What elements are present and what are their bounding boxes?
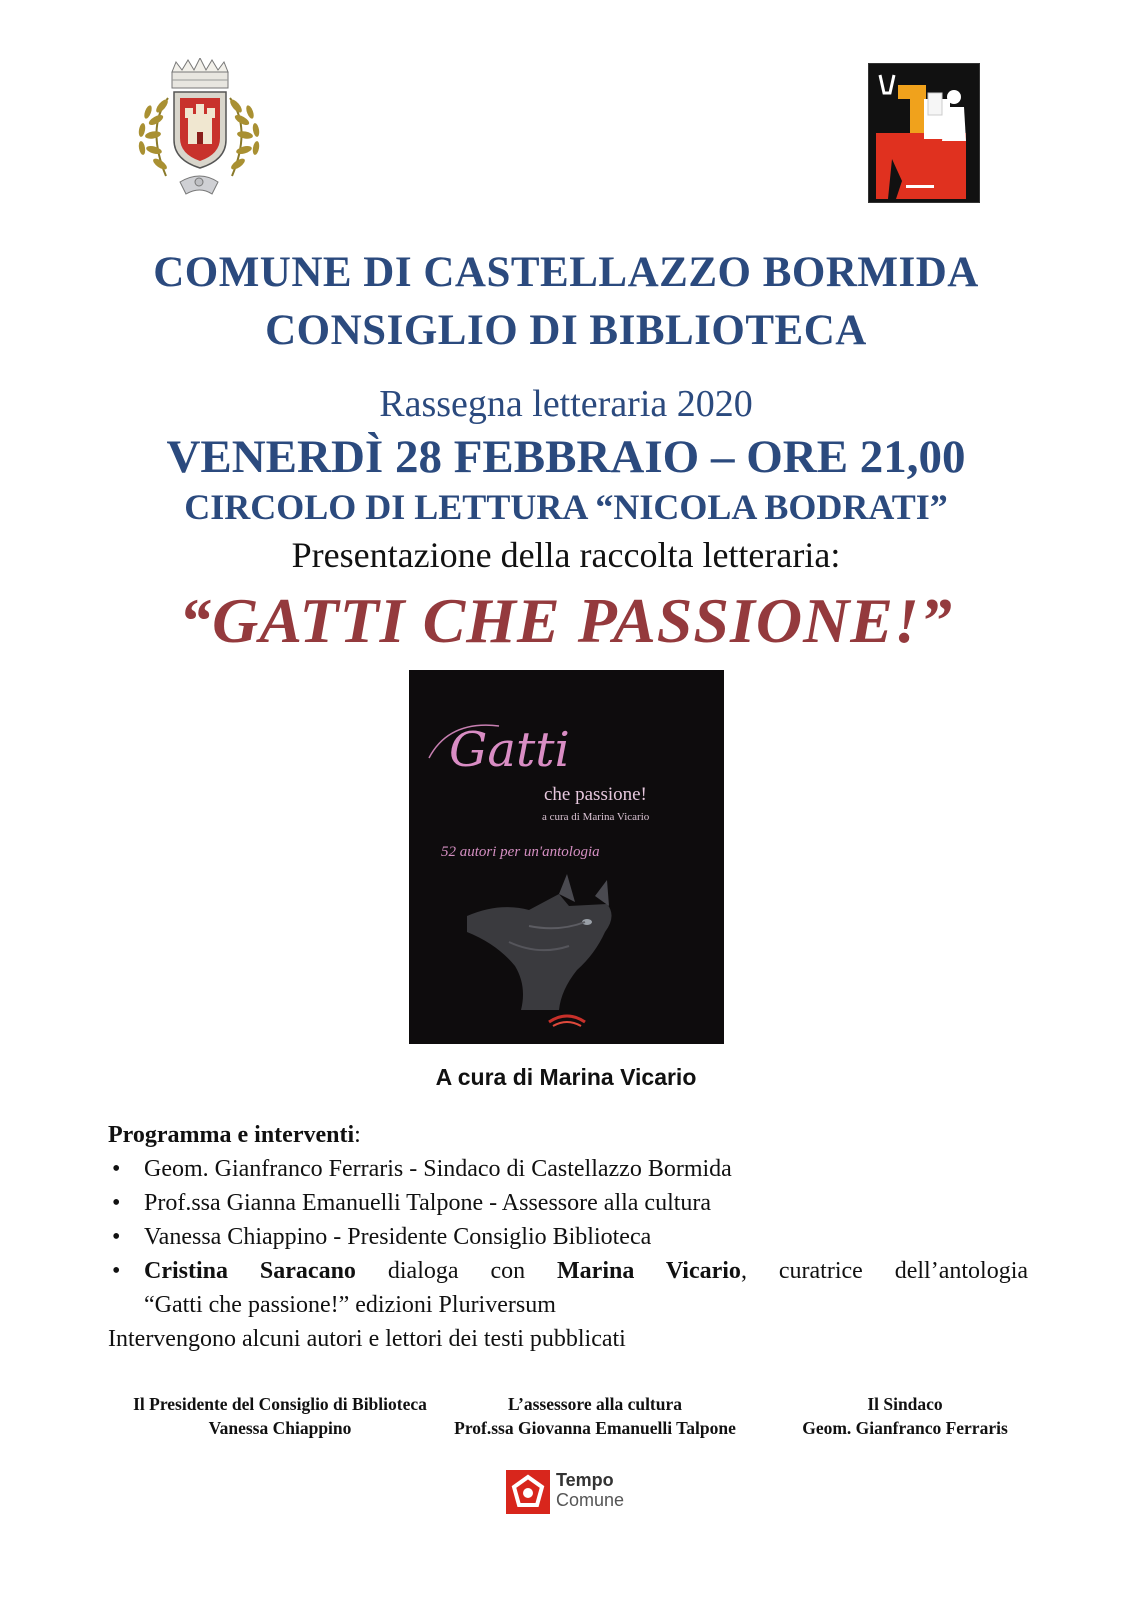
signature-name: Vanessa Chiappino	[208, 1418, 352, 1438]
organization-title: COMUNE DI CASTELLAZZO BORMIDA	[153, 249, 979, 296]
signature-role: L’assessore alla cultura	[507, 1394, 683, 1414]
book-title: “GATTI CHE PASSIONE!”	[179, 585, 953, 656]
speaker-text: Geom. Gianfranco Ferraris - Sindaco di Castellazzo Bormida	[144, 1156, 732, 1182]
closing-line: Intervengono alcuni autori e lettori dei testi pubblicati	[108, 1326, 626, 1352]
logo-word-1: Tempo	[556, 1470, 614, 1490]
signature-role: Il Sindaco	[867, 1394, 943, 1414]
dialogue-connector: dialoga con	[355, 1258, 558, 1284]
signature-name: Prof.ssa Giovanna Emanuelli Talpone	[454, 1418, 736, 1438]
reading-figure-logo-icon	[868, 63, 980, 203]
signature-assessor	[430, 1392, 760, 1440]
speaker-list	[108, 1152, 1028, 1322]
series-title: Rassegna letteraria 2020	[379, 383, 753, 425]
council-title: CONSIGLIO DI BIBLIOTECA	[265, 307, 867, 354]
list-item: • Geom. Gianfranco Ferraris - Sindaco di Castellazzo Bormida	[112, 1156, 732, 1182]
speaker-text: Vanessa Chiappino - Presidente Consiglio Biblioteca	[144, 1224, 652, 1250]
list-item: • Vanessa Chiappino - Presidente Consiglio Biblioteca	[112, 1224, 652, 1250]
program-section	[108, 1118, 1028, 1356]
book-cover	[409, 670, 724, 1044]
cover-editor: a cura di Marina Vicario	[542, 811, 650, 823]
edition-line: “Gatti che passione!” edizioni Pluriversum	[144, 1292, 556, 1318]
tempo-comune-logo	[506, 1468, 638, 1516]
editor-caption: A cura di Marina Vicario	[435, 1064, 697, 1090]
program-heading: Programma e interventi	[108, 1122, 355, 1148]
list-item: • Prof.ssa Gianna Emanuelli Talpone - Assessore alla cultura	[112, 1190, 712, 1216]
program-heading-line	[108, 1118, 1028, 1152]
signature-role: Il Presidente del Consiglio di Biblioteca	[133, 1394, 427, 1414]
event-date: VENERDÌ 28 FEBBRAIO – ORE 21,00	[166, 431, 966, 483]
logo-word-2: Comune	[556, 1490, 625, 1510]
curator-name: Marina Vicario	[557, 1258, 741, 1284]
signature-mayor	[770, 1392, 1040, 1440]
signature-name: Geom. Gianfranco Ferraris	[802, 1418, 1008, 1438]
signature-president	[100, 1392, 460, 1440]
coat-of-arms-icon	[128, 58, 270, 200]
cover-title-script: Gatti	[449, 722, 570, 778]
cover-tagline: 52 autori per un'antologia	[441, 844, 600, 860]
dialogue-line	[144, 1254, 1028, 1288]
moderator-name: Cristina Saracano	[144, 1258, 356, 1284]
tempo-comune-logo-icon	[506, 1470, 550, 1514]
curator-role: , curatrice dell’antologia	[740, 1258, 1029, 1284]
presentation-line: Presentazione della raccolta letteraria:	[291, 535, 841, 575]
list-item: • Cristina Saracano dialoga con Marina Vicario, curatrice dell’antologia “Gatti che passione!” edizioni Pluriversum	[108, 1254, 1028, 1322]
speaker-text: Prof.ssa Gianna Emanuelli Talpone - Assessore alla cultura	[144, 1190, 712, 1216]
cover-subtitle: che passione!	[544, 784, 647, 805]
reading-circle-name: CIRCOLO DI LETTURA “NICOLA BODRATI”	[184, 487, 948, 527]
program-heading-colon: :	[354, 1122, 361, 1148]
